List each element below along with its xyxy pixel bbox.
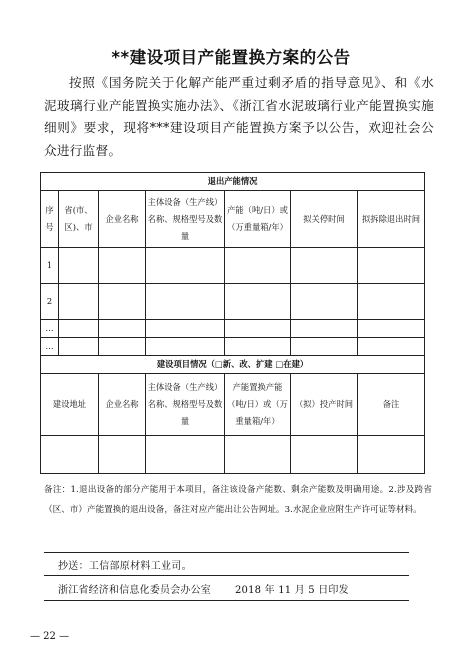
divider <box>44 575 409 576</box>
header-remarks: 备注 <box>358 374 425 436</box>
divider <box>44 600 409 601</box>
row-seq: … <box>41 338 59 356</box>
header-shutdown-time: 拟关停时间 <box>291 191 358 248</box>
header-replacement-capacity: 产能置换产能（吨/日）或（万重量箱/年） <box>225 374 291 436</box>
document-title: **建设项目产能置换方案的公告 <box>111 48 351 67</box>
issuer-name: 浙江省经济和信息化委员会办公室 <box>58 585 211 596</box>
cc-line: 抄送：工信部原材料工业司。 <box>58 561 192 572</box>
row-seq: 2 <box>41 284 59 320</box>
header-production-time: （拟）投产时间 <box>291 374 358 436</box>
row-seq: 1 <box>41 248 59 284</box>
page-number: — 22 — <box>30 631 70 642</box>
divider <box>44 552 409 553</box>
header-company: 企业名称 <box>99 191 146 248</box>
header-seq: 序号 <box>41 191 59 248</box>
header-dismantle-time: 拟拆除退出时间 <box>358 191 425 248</box>
intro-paragraph: 按照《国务院关于化解产能严重过剩矛盾的指导意见》、和《水泥玻璃行业产能置换实施办法》、《浙江省水泥玻璃行业产能置换实施细则》要求，现将***建设项目产能置换方案予以公告，欢迎社会公众进行监督。 <box>44 75 434 158</box>
row-seq: … <box>41 320 59 338</box>
section2-title: 建设项目情况（□新、改、扩建 □在建） <box>41 356 425 374</box>
header-province: 省(市、区)、市 <box>59 191 99 248</box>
header-company: 企业名称 <box>99 374 146 436</box>
issue-date: 2018 年 11 月 5 日印发 <box>235 585 349 596</box>
header-equipment: 主体设备（生产线）名称、规格型号及数量 <box>146 374 225 436</box>
header-project-address: 建设地址 <box>41 374 99 436</box>
section1-title: 退出产能情况 <box>41 173 425 191</box>
capacity-table <box>40 172 425 474</box>
remarks-note: 备注：1.退出设备的部分产能用于本项目，备注该设备产能数、剩余产能数及明确用途。2.涉及跨省（区、市）产能置换的退出设备，备注对应产能出让公告网址。3.水泥企业应附生产许可证等材料。 <box>44 485 432 515</box>
header-equipment: 主体设备（生产线）名称、规格型号及数量 <box>146 191 225 248</box>
header-capacity: 产能（吨/日）或（万重量箱/年） <box>225 191 291 248</box>
issuer-line <box>58 581 349 596</box>
